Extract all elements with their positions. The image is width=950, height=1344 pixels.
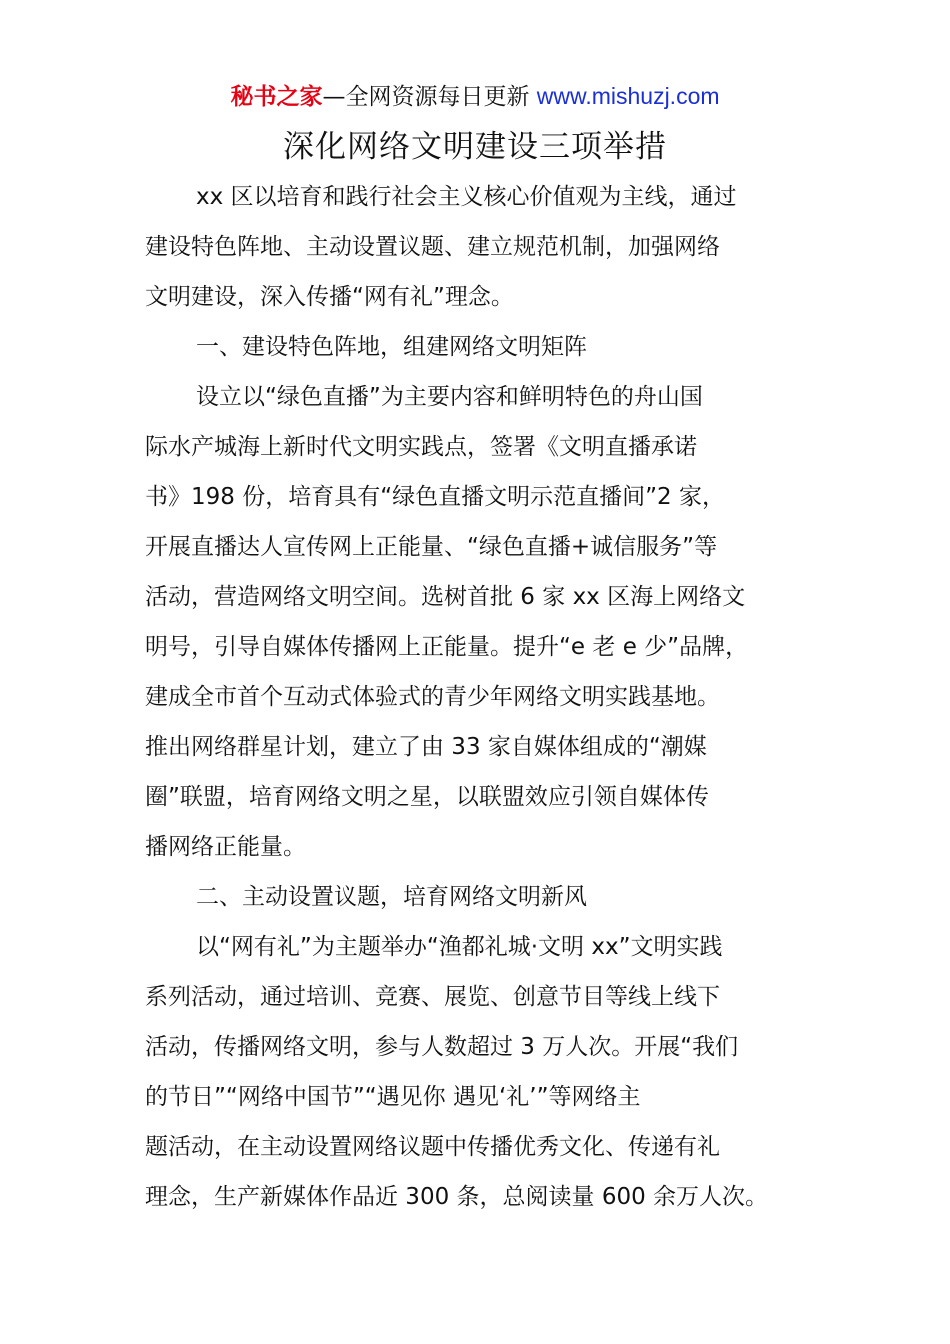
- site-url-link[interactable]: www.mishuzj.com: [536, 83, 720, 109]
- paragraph-line: 的节日”“网络中国节”“遇见你 遇见‘礼’”等网络主: [145, 1084, 641, 1110]
- paragraph-line: 以“网有礼”为主题举办“渔都礼城·文明 xx”文明实践: [196, 934, 723, 960]
- paragraph-line: 设立以“绿色直播”为主要内容和鲜明特色的舟山国: [196, 384, 703, 410]
- paragraph-line: 题活动，在主动设置网络议题中传播优秀文化、传递有礼: [145, 1134, 720, 1160]
- paragraph-line: 书》198 份，培育具有“绿色直播文明示范直播间”2 家，: [145, 484, 725, 510]
- paragraph-line: 活动，传播网络文明，参与人数超过 3 万人次。开展“我们: [145, 1034, 739, 1060]
- paragraph-line: 文明建设，深入传播“网有礼”理念。: [145, 284, 514, 310]
- paragraph-line: 推出网络群星计划，建立了由 33 家自媒体组成的“潮媒: [145, 734, 707, 760]
- section-heading: 一、建设特色阵地，组建网络文明矩阵: [196, 334, 587, 360]
- paragraph-line: 开展直播达人宣传网上正能量、“绿色直播+诚信服务”等: [145, 534, 718, 560]
- header-tagline: —全网资源每日更新: [322, 84, 530, 110]
- document-body: [145, 172, 805, 1222]
- paragraph-line: 播网络正能量。: [145, 834, 306, 860]
- paragraph-line: 建成全市首个互动式体验式的青少年网络文明实践基地。: [145, 684, 720, 710]
- paragraph-line: xx 区以培育和践行社会主义核心价值观为主线，通过: [196, 184, 737, 210]
- paragraph-line: 建设特色阵地、主动设置议题、建立规范机制，加强网络: [145, 234, 720, 260]
- brand-name: 秘书之家: [230, 84, 323, 110]
- paragraph-line: 际水产城海上新时代文明实践点，签署《文明直播承诺: [145, 434, 697, 460]
- paragraph-line: 理念，生产新媒体作品近 300 条，总阅读量 600 余万人次。: [145, 1184, 769, 1210]
- site-header: [0, 80, 950, 113]
- document-title: 深化网络文明建设三项举措: [283, 129, 667, 165]
- paragraph-line: 明号，引导自媒体传播网上正能量。提升“e 老 e 少”品牌，: [145, 634, 749, 660]
- section-heading: 二、主动设置议题，培育网络文明新风: [196, 884, 587, 910]
- paragraph-line: 圈”联盟，培育网络文明之星，以联盟效应引领自媒体传: [145, 784, 709, 810]
- paragraph-line: 系列活动，通过培训、竞赛、展览、创意节目等线上线下: [145, 984, 720, 1010]
- paragraph-line: 活动，营造网络文明空间。选树首批 6 家 xx 区海上网络文: [145, 584, 746, 610]
